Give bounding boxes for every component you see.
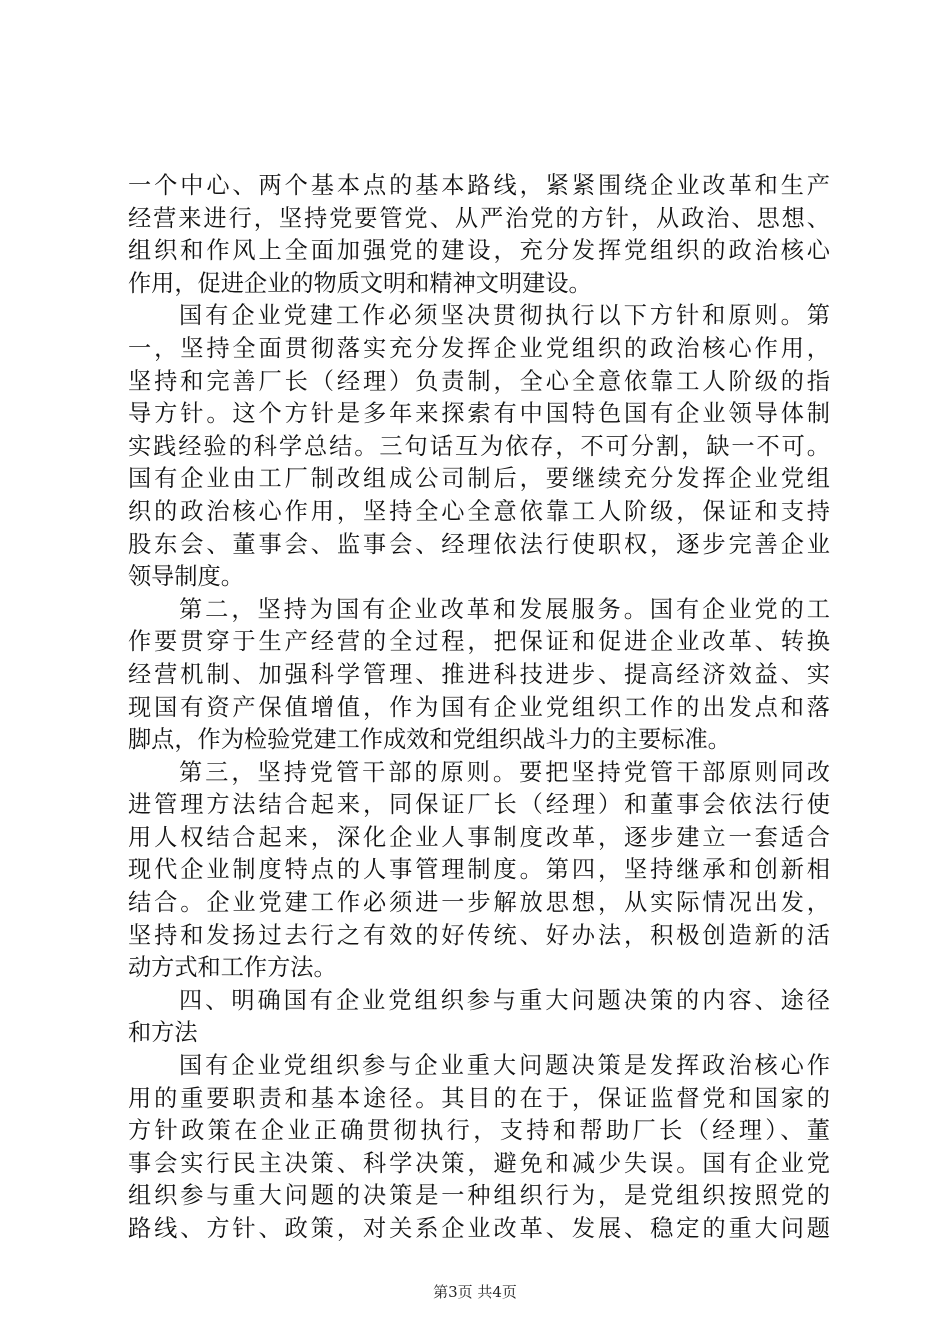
text-line: 动方式和工作方法。 xyxy=(128,954,337,982)
text-line: 第二，坚持为国有企业改革和发展服务。国有企业党的工 xyxy=(179,595,830,623)
text-line: 第三，坚持党管干部的原则。要把坚持党管干部原则同改 xyxy=(179,758,830,786)
text-line: 组织参与重大问题的决策是一种组织行为，是党组织按照党的 xyxy=(128,1182,830,1210)
text-line: 现代企业制度特点的人事管理制度。第四，坚持继承和创新相 xyxy=(128,856,830,884)
text-line: 作要贯穿于生产经营的全过程，把保证和促进企业改革、转换 xyxy=(128,628,830,656)
text-line: 进管理方法结合起来，同保证厂长（经理）和董事会依法行使 xyxy=(128,791,830,819)
text-line: 国有企业由工厂制改组成公司制后，要继续充分发挥企业党组 xyxy=(128,465,830,493)
text-line: 实践经验的科学总结。三句话互为依存，不可分割，缺一不可。 xyxy=(128,432,830,460)
text-line: 经营机制、加强科学管理、推进科技进步、提高经济效益、实 xyxy=(128,660,830,688)
text-line: 四、明确国有企业党组织参与重大问题决策的内容、途径 xyxy=(179,986,830,1014)
document-body xyxy=(128,170,830,1246)
text-line: 用的重要职责和基本途径。其目的在于，保证监督党和国家的 xyxy=(128,1084,830,1112)
text-line: 国有企业党组织参与企业重大问题决策是发挥政治核心作 xyxy=(179,1052,830,1080)
text-line: 导方针。这个方针是多年来探索有中国特色国有企业领导体制 xyxy=(128,400,830,428)
text-line: 用人权结合起来，深化企业人事制度改革，逐步建立一套适合 xyxy=(128,823,830,851)
text-line: 织的政治核心作用，坚持全心全意依靠工人阶级，保证和支持 xyxy=(128,497,830,525)
text-line: 坚持和完善厂长（经理）负责制，全心全意依靠工人阶级的指 xyxy=(128,367,830,395)
text-line: 坚持和发扬过去行之有效的好传统、好办法，积极创造新的活 xyxy=(128,921,830,949)
text-line: 事会实行民主决策、科学决策，避免和减少失误。国有企业党 xyxy=(128,1149,830,1177)
text-line: 方针政策在企业正确贯彻执行，支持和帮助厂长（经理）、董 xyxy=(128,1117,830,1145)
text-line: 一个中心、两个基本点的基本路线，紧紧围绕企业改革和生产 xyxy=(128,172,830,199)
text-line: 脚点，作为检验党建工作成效和党组织战斗力的主要标准。 xyxy=(128,726,731,754)
text-line: 结合。企业党建工作必须进一步解放思想，从实际情况出发， xyxy=(128,889,830,917)
text-line: 作用，促进企业的物质文明和精神文明建设。 xyxy=(128,269,592,297)
text-line: 一，坚持全面贯彻落实充分发挥企业党组织的政治核心作用， xyxy=(128,334,830,362)
text-line: 路线、方针、政策，对关系企业改革、发展、稳定的重大问题 xyxy=(128,1215,830,1242)
text-line: 股东会、董事会、监事会、经理依法行使职权，逐步完善企业 xyxy=(128,530,830,558)
text-line: 现国有资产保值增值，作为国有企业党组织工作的出发点和落 xyxy=(128,693,830,721)
text-line: 经营来进行，坚持党要管党、从严治党的方针，从政治、思想、 xyxy=(128,204,830,232)
text-line: 和方法 xyxy=(128,1019,198,1047)
text-line: 领导制度。 xyxy=(128,563,244,591)
text-line: 组织和作风上全面加强党的建设，充分发挥党组织的政治核心 xyxy=(128,237,830,265)
text-line: 国有企业党建工作必须坚决贯彻执行以下方针和原则。第 xyxy=(179,302,830,330)
page-footer: 第3页 共4页 xyxy=(433,1283,517,1301)
